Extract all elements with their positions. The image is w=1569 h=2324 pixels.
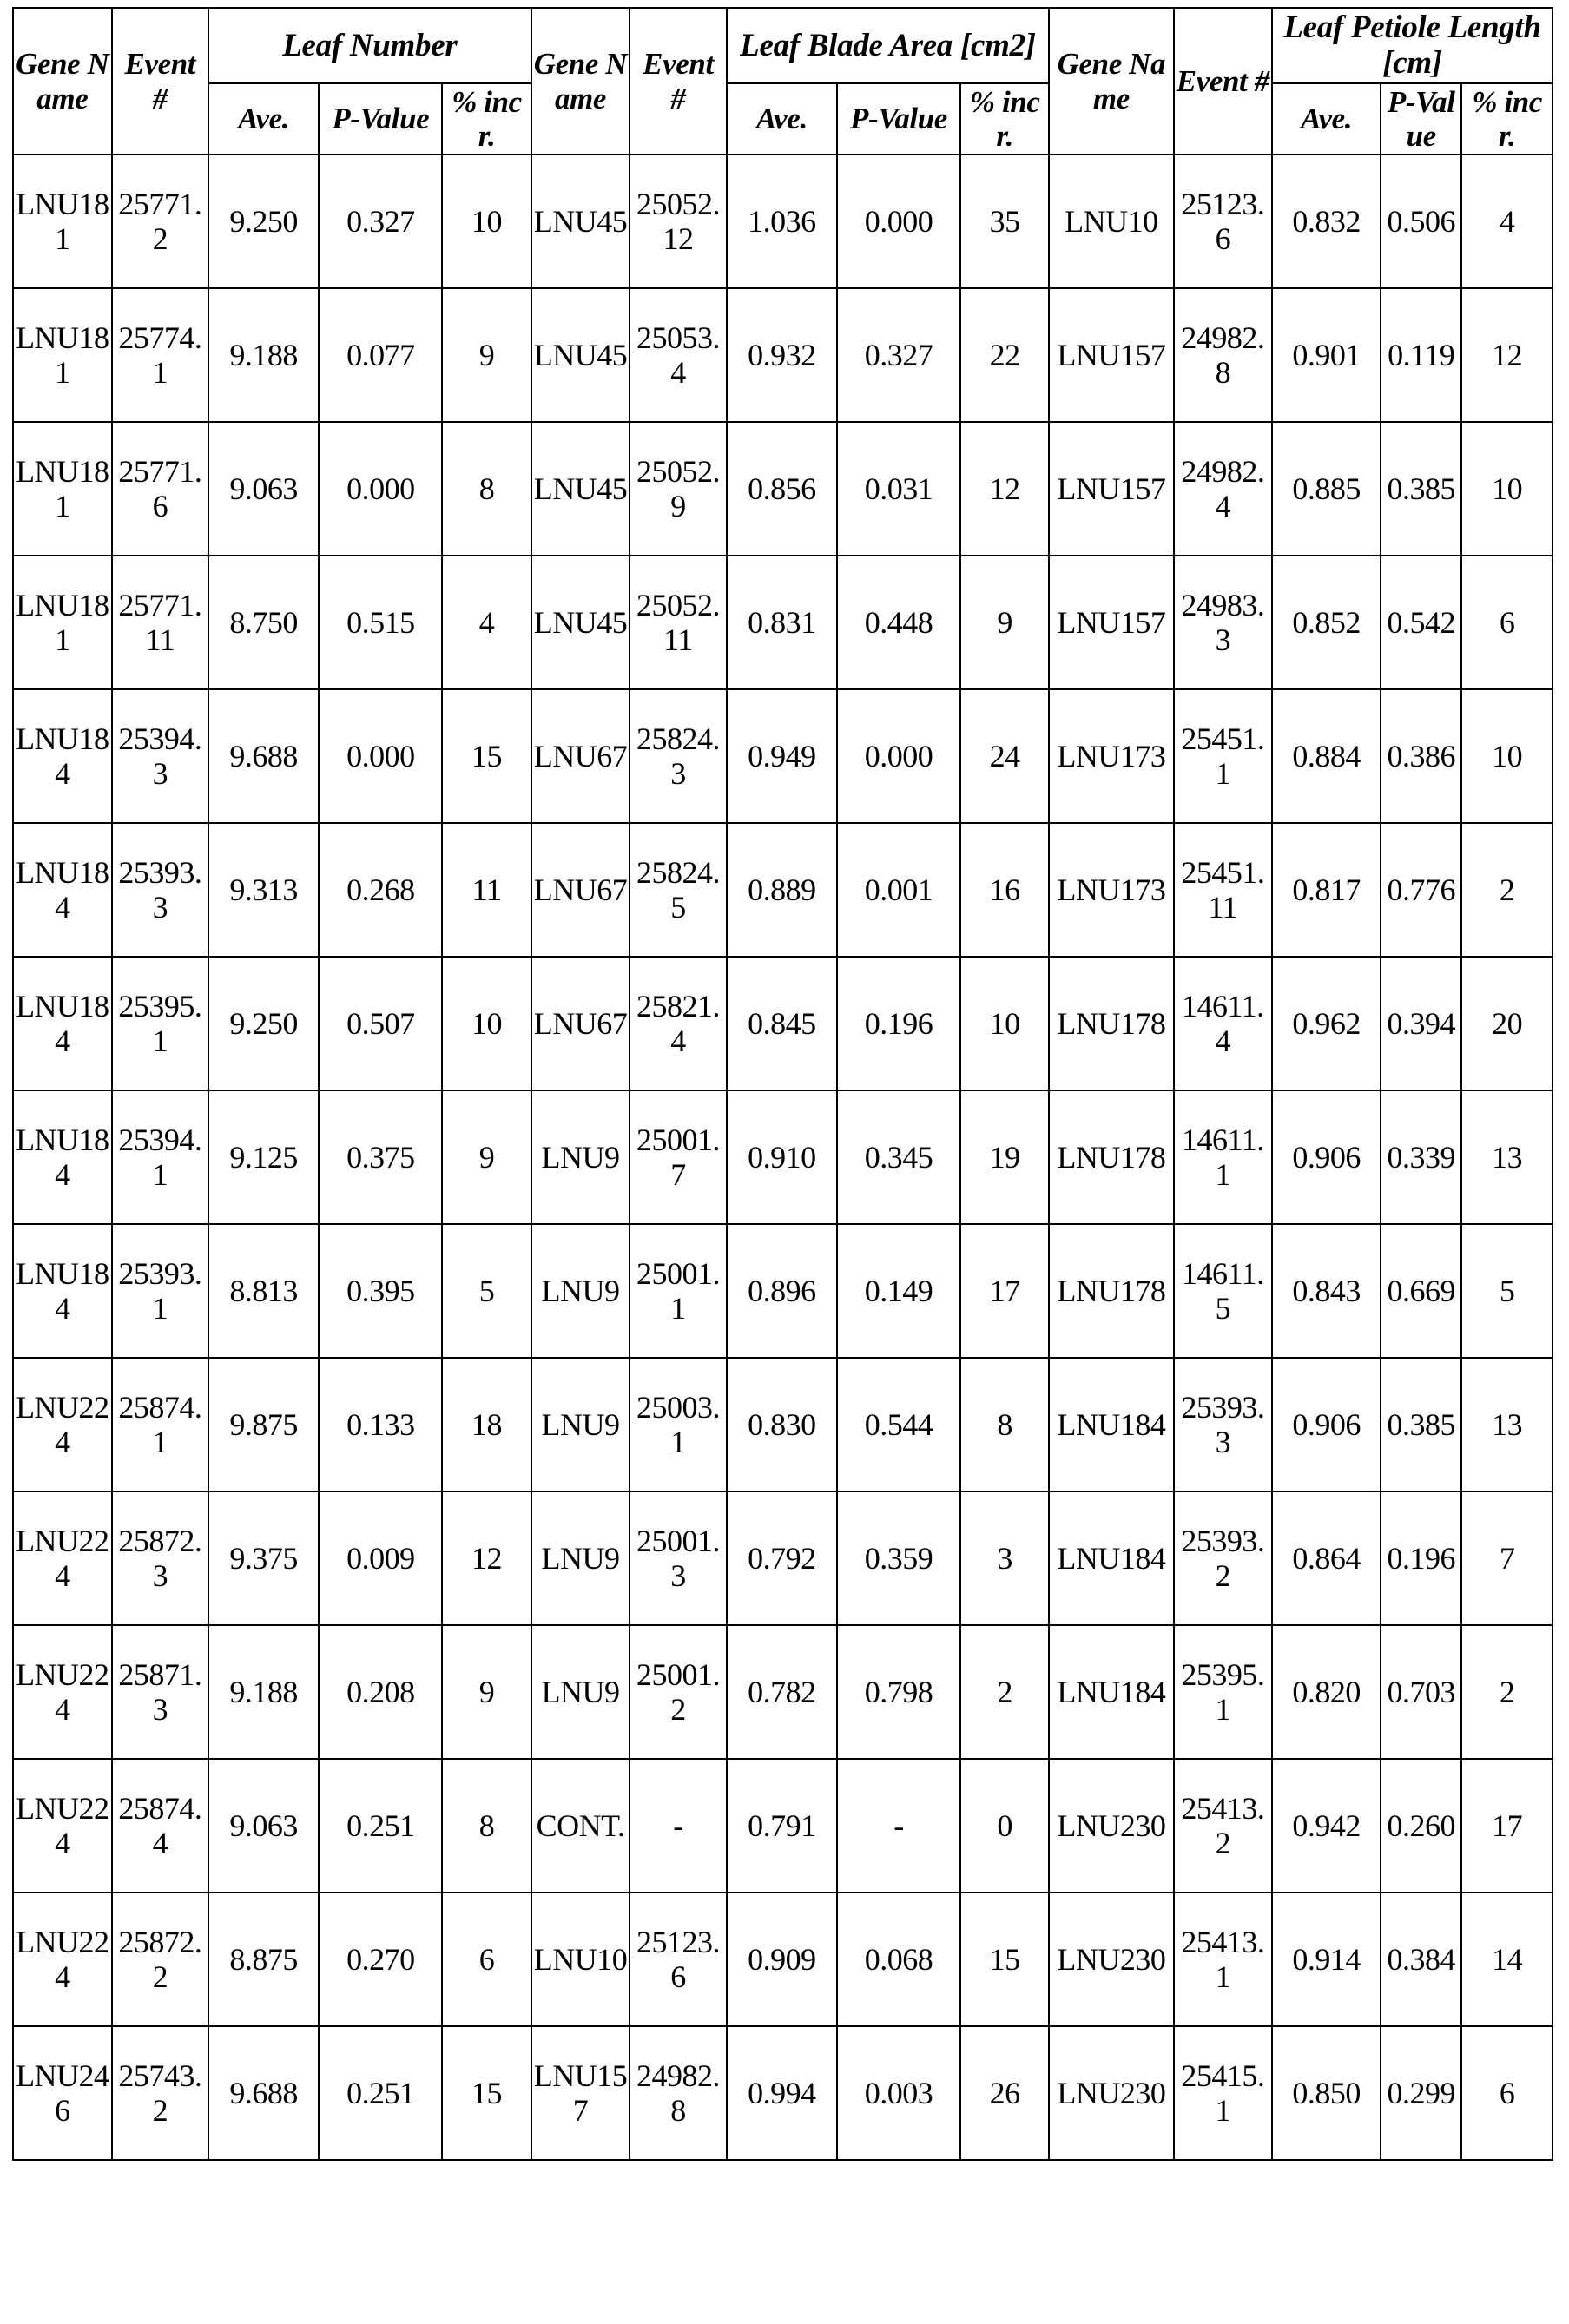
table-row — [13, 422, 1553, 556]
header-ave-2: Ave. — [727, 83, 837, 155]
gene-name-1: LNU181 — [13, 155, 112, 288]
ave-1: 9.125 — [208, 1090, 319, 1224]
pvalue-3: 0.669 — [1381, 1224, 1461, 1358]
ave-3: 0.850 — [1272, 2026, 1381, 2160]
ave-2: 0.782 — [727, 1625, 837, 1759]
pvalue-1: 0.009 — [319, 1491, 442, 1625]
gene-name-1: LNU224 — [13, 1491, 112, 1625]
pvalue-3: 0.542 — [1381, 556, 1461, 689]
event-2: 24982.8 — [630, 2026, 726, 2160]
pvalue-1: 0.515 — [319, 556, 442, 689]
pct-incr-1: 9 — [442, 1625, 531, 1759]
ave-2: 0.845 — [727, 957, 837, 1090]
page-sheet — [0, 7, 1569, 2324]
ave-3: 0.852 — [1272, 556, 1381, 689]
pvalue-3: 0.394 — [1381, 957, 1461, 1090]
event-1: 25393.3 — [112, 823, 208, 957]
event-3: 25413.2 — [1174, 1759, 1273, 1893]
header-gene-name-3: Gene Name — [1049, 8, 1173, 155]
header-group-leaf-number: Leaf Number — [208, 8, 531, 83]
pvalue-2: 0.359 — [837, 1491, 960, 1625]
event-1: 25771.11 — [112, 556, 208, 689]
gene-name-1: LNU181 — [13, 556, 112, 689]
pvalue-2: 0.000 — [837, 155, 960, 288]
pct-incr-3: 13 — [1461, 1358, 1553, 1491]
pvalue-2: 0.544 — [837, 1358, 960, 1491]
header-pvalue-3: P-Value — [1381, 83, 1461, 155]
pct-incr-2: 19 — [960, 1090, 1049, 1224]
ave-1: 8.813 — [208, 1224, 319, 1358]
pct-incr-1: 11 — [442, 823, 531, 957]
pvalue-1: 0.268 — [319, 823, 442, 957]
pvalue-3: 0.339 — [1381, 1090, 1461, 1224]
event-3: 14611.5 — [1174, 1224, 1273, 1358]
gene-name-3: LNU184 — [1049, 1358, 1173, 1491]
gene-name-1: LNU184 — [13, 957, 112, 1090]
ave-3: 0.942 — [1272, 1759, 1381, 1893]
pvalue-3: 0.703 — [1381, 1625, 1461, 1759]
table-row — [13, 689, 1553, 823]
pvalue-1: 0.208 — [319, 1625, 442, 1759]
table-row — [13, 1759, 1553, 1893]
pvalue-1: 0.000 — [319, 689, 442, 823]
gene-name-3: LNU10 — [1049, 155, 1173, 288]
pvalue-3: 0.385 — [1381, 1358, 1461, 1491]
gene-name-2: LNU9 — [531, 1224, 630, 1358]
pct-incr-3: 17 — [1461, 1759, 1553, 1893]
header-ave-1: Ave. — [208, 83, 319, 155]
header-row-subheaders — [13, 83, 1553, 155]
pct-incr-3: 2 — [1461, 823, 1553, 957]
event-1: 25874.1 — [112, 1358, 208, 1491]
header-pvalue-2: P-Value — [837, 83, 960, 155]
pvalue-3: 0.119 — [1381, 288, 1461, 422]
gene-name-3: LNU173 — [1049, 689, 1173, 823]
gene-name-1: LNU246 — [13, 2026, 112, 2160]
table-row — [13, 1625, 1553, 1759]
ave-2: 0.949 — [727, 689, 837, 823]
gene-name-1: LNU184 — [13, 1224, 112, 1358]
header-event-3: Event # — [1174, 8, 1273, 155]
gene-name-1: LNU181 — [13, 422, 112, 556]
ave-2: 1.036 — [727, 155, 837, 288]
pvalue-2: 0.196 — [837, 957, 960, 1090]
ave-1: 9.688 — [208, 2026, 319, 2160]
table-row — [13, 1090, 1553, 1224]
ave-1: 8.750 — [208, 556, 319, 689]
event-1: 25394.3 — [112, 689, 208, 823]
gene-name-2: LNU45 — [531, 155, 630, 288]
gene-name-1: LNU181 — [13, 288, 112, 422]
gene-name-3: LNU184 — [1049, 1625, 1173, 1759]
gene-name-2: LNU45 — [531, 422, 630, 556]
event-2: 25053.4 — [630, 288, 726, 422]
pct-incr-2: 22 — [960, 288, 1049, 422]
pvalue-2: - — [837, 1759, 960, 1893]
event-2: 25821.4 — [630, 957, 726, 1090]
pct-incr-2: 10 — [960, 957, 1049, 1090]
pct-incr-1: 9 — [442, 1090, 531, 1224]
pvalue-3: 0.776 — [1381, 823, 1461, 957]
ave-1: 9.063 — [208, 422, 319, 556]
pct-incr-1: 10 — [442, 155, 531, 288]
pvalue-1: 0.375 — [319, 1090, 442, 1224]
ave-1: 9.375 — [208, 1491, 319, 1625]
pvalue-2: 0.345 — [837, 1090, 960, 1224]
gene-name-3: LNU157 — [1049, 422, 1173, 556]
ave-3: 0.820 — [1272, 1625, 1381, 1759]
event-1: 25395.1 — [112, 957, 208, 1090]
pct-incr-2: 9 — [960, 556, 1049, 689]
event-2: 25001.7 — [630, 1090, 726, 1224]
pct-incr-3: 4 — [1461, 155, 1553, 288]
pct-incr-2: 17 — [960, 1224, 1049, 1358]
event-2: 25824.5 — [630, 823, 726, 957]
pct-incr-3: 6 — [1461, 2026, 1553, 2160]
gene-name-3: LNU178 — [1049, 1090, 1173, 1224]
ave-1: 9.875 — [208, 1358, 319, 1491]
gene-name-3: LNU184 — [1049, 1491, 1173, 1625]
pvalue-1: 0.507 — [319, 957, 442, 1090]
event-3: 25393.3 — [1174, 1358, 1273, 1491]
pvalue-3: 0.384 — [1381, 1893, 1461, 2026]
pvalue-1: 0.395 — [319, 1224, 442, 1358]
ave-1: 9.188 — [208, 1625, 319, 1759]
event-3: 25123.6 — [1174, 155, 1273, 288]
event-1: 25393.1 — [112, 1224, 208, 1358]
pct-incr-2: 15 — [960, 1893, 1049, 2026]
pvalue-3: 0.506 — [1381, 155, 1461, 288]
pct-incr-1: 18 — [442, 1358, 531, 1491]
gene-name-3: LNU178 — [1049, 1224, 1173, 1358]
pct-incr-3: 6 — [1461, 556, 1553, 689]
event-3: 25451.1 — [1174, 689, 1273, 823]
event-1: 25874.4 — [112, 1759, 208, 1893]
table-row — [13, 288, 1553, 422]
gene-name-2: LNU45 — [531, 288, 630, 422]
header-pvalue-1: P-Value — [319, 83, 442, 155]
ave-2: 0.932 — [727, 288, 837, 422]
ave-2: 0.909 — [727, 1893, 837, 2026]
gene-name-1: LNU224 — [13, 1625, 112, 1759]
ave-3: 0.906 — [1272, 1090, 1381, 1224]
ave-3: 0.906 — [1272, 1358, 1381, 1491]
event-1: 25771.2 — [112, 155, 208, 288]
event-2: 25824.3 — [630, 689, 726, 823]
event-1: 25774.1 — [112, 288, 208, 422]
event-3: 25451.11 — [1174, 823, 1273, 957]
ave-2: 0.831 — [727, 556, 837, 689]
event-2: - — [630, 1759, 726, 1893]
gene-name-3: LNU157 — [1049, 288, 1173, 422]
event-2: 25003.1 — [630, 1358, 726, 1491]
pct-incr-3: 20 — [1461, 957, 1553, 1090]
pvalue-2: 0.001 — [837, 823, 960, 957]
pct-incr-2: 24 — [960, 689, 1049, 823]
pct-incr-2: 2 — [960, 1625, 1049, 1759]
pct-incr-3: 12 — [1461, 288, 1553, 422]
pct-incr-2: 35 — [960, 155, 1049, 288]
results-table — [12, 7, 1553, 2161]
gene-name-2: LNU157 — [531, 2026, 630, 2160]
ave-2: 0.896 — [727, 1224, 837, 1358]
gene-name-3: LNU157 — [1049, 556, 1173, 689]
header-pct-incr-3: % incr. — [1461, 83, 1553, 155]
pct-incr-3: 2 — [1461, 1625, 1553, 1759]
ave-3: 0.817 — [1272, 823, 1381, 957]
pct-incr-2: 12 — [960, 422, 1049, 556]
event-3: 24982.8 — [1174, 288, 1273, 422]
table-row — [13, 1893, 1553, 2026]
pvalue-3: 0.196 — [1381, 1491, 1461, 1625]
gene-name-2: LNU9 — [531, 1358, 630, 1491]
event-1: 25871.3 — [112, 1625, 208, 1759]
header-event-2: Event # — [630, 8, 726, 155]
gene-name-1: LNU184 — [13, 823, 112, 957]
event-2: 25052.9 — [630, 422, 726, 556]
pvalue-3: 0.385 — [1381, 422, 1461, 556]
ave-2: 0.994 — [727, 2026, 837, 2160]
pct-incr-1: 15 — [442, 689, 531, 823]
pvalue-2: 0.448 — [837, 556, 960, 689]
event-2: 25052.11 — [630, 556, 726, 689]
table-row — [13, 823, 1553, 957]
event-1: 25394.1 — [112, 1090, 208, 1224]
header-pct-incr-2: % incr. — [960, 83, 1049, 155]
pvalue-2: 0.327 — [837, 288, 960, 422]
header-group-leaf-petiole-length: Leaf Petiole Length [cm] — [1272, 8, 1553, 83]
ave-1: 9.688 — [208, 689, 319, 823]
ave-1: 9.188 — [208, 288, 319, 422]
ave-2: 0.889 — [727, 823, 837, 957]
ave-2: 0.856 — [727, 422, 837, 556]
event-1: 25771.6 — [112, 422, 208, 556]
pct-incr-3: 5 — [1461, 1224, 1553, 1358]
gene-name-3: LNU230 — [1049, 2026, 1173, 2160]
pvalue-1: 0.251 — [319, 1759, 442, 1893]
event-1: 25743.2 — [112, 2026, 208, 2160]
pct-incr-1: 5 — [442, 1224, 531, 1358]
event-2: 25001.1 — [630, 1224, 726, 1358]
pct-incr-3: 7 — [1461, 1491, 1553, 1625]
event-3: 24982.4 — [1174, 422, 1273, 556]
ave-1: 9.250 — [208, 155, 319, 288]
table-row — [13, 155, 1553, 288]
event-3: 14611.1 — [1174, 1090, 1273, 1224]
table-body — [13, 155, 1553, 2160]
gene-name-2: LNU9 — [531, 1491, 630, 1625]
gene-name-2: LNU67 — [531, 689, 630, 823]
pct-incr-1: 4 — [442, 556, 531, 689]
event-2: 25123.6 — [630, 1893, 726, 2026]
pvalue-2: 0.031 — [837, 422, 960, 556]
pct-incr-3: 10 — [1461, 689, 1553, 823]
pvalue-2: 0.003 — [837, 2026, 960, 2160]
table-row — [13, 1358, 1553, 1491]
gene-name-2: LNU10 — [531, 1893, 630, 2026]
ave-2: 0.792 — [727, 1491, 837, 1625]
event-3: 25393.2 — [1174, 1491, 1273, 1625]
event-1: 25872.2 — [112, 1893, 208, 2026]
event-3: 25395.1 — [1174, 1625, 1273, 1759]
pvalue-2: 0.149 — [837, 1224, 960, 1358]
gene-name-2: LNU67 — [531, 823, 630, 957]
ave-3: 0.884 — [1272, 689, 1381, 823]
pct-incr-1: 10 — [442, 957, 531, 1090]
ave-2: 0.910 — [727, 1090, 837, 1224]
gene-name-3: LNU230 — [1049, 1893, 1173, 2026]
pct-incr-2: 8 — [960, 1358, 1049, 1491]
pct-incr-1: 12 — [442, 1491, 531, 1625]
gene-name-2: LNU9 — [531, 1625, 630, 1759]
pvalue-3: 0.386 — [1381, 689, 1461, 823]
table-header — [13, 8, 1553, 155]
pvalue-1: 0.077 — [319, 288, 442, 422]
ave-1: 9.063 — [208, 1759, 319, 1893]
gene-name-3: LNU230 — [1049, 1759, 1173, 1893]
ave-3: 0.901 — [1272, 288, 1381, 422]
pct-incr-2: 26 — [960, 2026, 1049, 2160]
gene-name-1: LNU224 — [13, 1358, 112, 1491]
table-row — [13, 1491, 1553, 1625]
pvalue-2: 0.798 — [837, 1625, 960, 1759]
ave-3: 0.843 — [1272, 1224, 1381, 1358]
gene-name-1: LNU224 — [13, 1893, 112, 2026]
event-2: 25001.2 — [630, 1625, 726, 1759]
table-row — [13, 957, 1553, 1090]
pvalue-1: 0.270 — [319, 1893, 442, 2026]
pct-incr-1: 8 — [442, 422, 531, 556]
gene-name-2: LNU9 — [531, 1090, 630, 1224]
ave-2: 0.830 — [727, 1358, 837, 1491]
gene-name-2: LNU67 — [531, 957, 630, 1090]
pvalue-3: 0.260 — [1381, 1759, 1461, 1893]
pvalue-1: 0.251 — [319, 2026, 442, 2160]
pvalue-1: 0.327 — [319, 155, 442, 288]
header-gene-name-1: Gene Name — [13, 8, 112, 155]
pct-incr-2: 0 — [960, 1759, 1049, 1893]
ave-2: 0.791 — [727, 1759, 837, 1893]
event-3: 25415.1 — [1174, 2026, 1273, 2160]
header-group-leaf-blade-area: Leaf Blade Area [cm2] — [727, 8, 1050, 83]
gene-name-2: CONT. — [531, 1759, 630, 1893]
ave-3: 0.962 — [1272, 957, 1381, 1090]
table-row — [13, 556, 1553, 689]
pct-incr-1: 15 — [442, 2026, 531, 2160]
header-gene-name-2: Gene Name — [531, 8, 630, 155]
gene-name-1: LNU184 — [13, 689, 112, 823]
pvalue-2: 0.000 — [837, 689, 960, 823]
gene-name-1: LNU224 — [13, 1759, 112, 1893]
pct-incr-1: 9 — [442, 288, 531, 422]
event-3: 14611.4 — [1174, 957, 1273, 1090]
event-2: 25001.3 — [630, 1491, 726, 1625]
event-3: 25413.1 — [1174, 1893, 1273, 2026]
ave-3: 0.914 — [1272, 1893, 1381, 2026]
event-1: 25872.3 — [112, 1491, 208, 1625]
ave-1: 9.250 — [208, 957, 319, 1090]
header-ave-3: Ave. — [1272, 83, 1381, 155]
pct-incr-1: 6 — [442, 1893, 531, 2026]
pct-incr-3: 14 — [1461, 1893, 1553, 2026]
pct-incr-2: 16 — [960, 823, 1049, 957]
ave-1: 8.875 — [208, 1893, 319, 2026]
gene-name-3: LNU178 — [1049, 957, 1173, 1090]
ave-3: 0.832 — [1272, 155, 1381, 288]
pvalue-3: 0.299 — [1381, 2026, 1461, 2160]
ave-3: 0.864 — [1272, 1491, 1381, 1625]
event-2: 25052.12 — [630, 155, 726, 288]
table-row — [13, 2026, 1553, 2160]
gene-name-1: LNU184 — [13, 1090, 112, 1224]
pct-incr-2: 3 — [960, 1491, 1049, 1625]
table-row — [13, 1224, 1553, 1358]
gene-name-2: LNU45 — [531, 556, 630, 689]
header-event-1: Event # — [112, 8, 208, 155]
pvalue-2: 0.068 — [837, 1893, 960, 2026]
event-3: 24983.3 — [1174, 556, 1273, 689]
header-row-groups — [13, 8, 1553, 83]
gene-name-3: LNU173 — [1049, 823, 1173, 957]
pvalue-1: 0.133 — [319, 1358, 442, 1491]
pct-incr-3: 13 — [1461, 1090, 1553, 1224]
pvalue-1: 0.000 — [319, 422, 442, 556]
pct-incr-1: 8 — [442, 1759, 531, 1893]
ave-3: 0.885 — [1272, 422, 1381, 556]
ave-1: 9.313 — [208, 823, 319, 957]
header-pct-incr-1: % incr. — [442, 83, 531, 155]
pct-incr-3: 10 — [1461, 422, 1553, 556]
